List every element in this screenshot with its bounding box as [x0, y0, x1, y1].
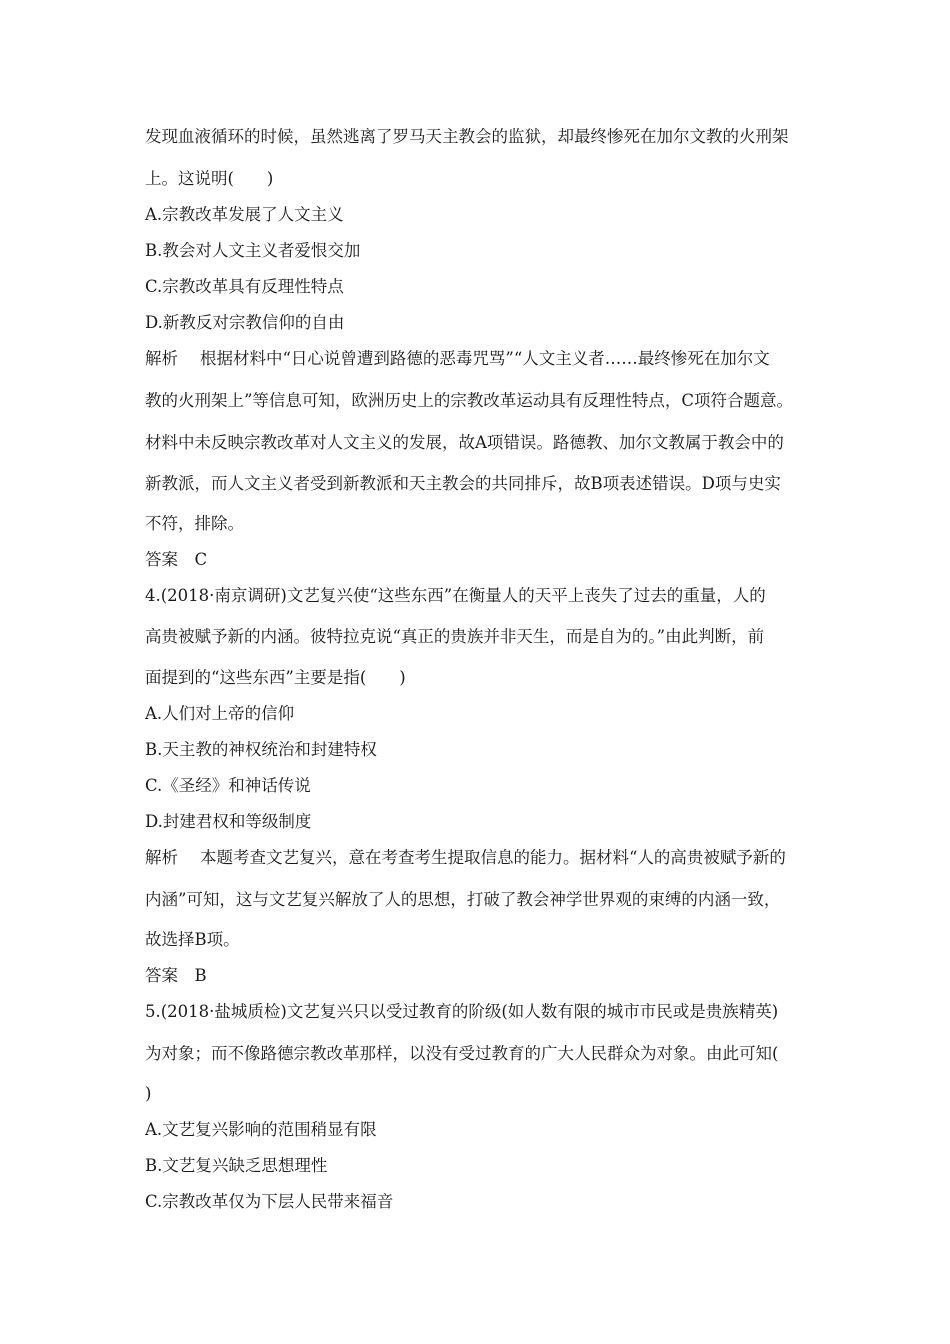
q3-analysis-line-1: [145, 347, 770, 371]
q4-analysis-line-3: 故选择B项。: [145, 930, 240, 949]
q3-option-d: D.新教反对宗教信仰的自由: [145, 313, 345, 332]
q3-stem-line-1: 发现血液循环的时候，虽然逃离了罗马天主教会的监狱，却最终惨死在加尔文教的火刑架: [145, 127, 789, 146]
q4-answer: 答案 B: [145, 966, 207, 985]
q5-stem-line-3: ): [145, 1084, 152, 1103]
q3-stem-line-2: 上。这说明( ): [145, 169, 274, 188]
q4-stem-line-2: 高贵被赋予新的内涵。彼特拉克说“真正的贵族并非天生，而是自为的。”由此判断，前: [145, 627, 765, 646]
q4-option-b: B.天主教的神权统治和封建特权: [145, 740, 377, 759]
q4-option-c: C.《圣经》和神话传说: [145, 776, 311, 795]
q4-option-d: D.封建君权和等级制度: [145, 812, 312, 831]
q4-option-a: A.人们对上帝的信仰: [145, 704, 295, 723]
q3-option-b: B.教会对人文主义者爱恨交加: [145, 241, 361, 260]
q3-answer: 答案 C: [145, 550, 208, 569]
q5-stem-line-1: 5.(2018·盐城质检)文艺复兴只以受过教育的阶级(如人数有限的城市市民或是贵族精英): [145, 1002, 779, 1021]
q4-analysis-text-1: 本题考查文艺复兴，意在考查考生提取信息的能力。据材料“人的高贵被赋予新的: [200, 848, 786, 867]
q3-analysis-line-3: 材料中未反映宗教改革对人文主义的发展，故A项错误。路德教、加尔文教属于教会中的: [145, 433, 784, 452]
q3-option-a: A.宗教改革发展了人文主义: [145, 205, 344, 224]
q3-analysis-line-4: 新教派，而人文主义者受到新教派和天主教会的共同排斥，故B项表述错误。D项与史实: [145, 474, 781, 493]
q4-stem-line-3: 面提到的“这些东西”主要是指( ): [145, 668, 406, 687]
q3-option-c: C.宗教改革具有反理性特点: [145, 277, 344, 296]
q5-option-a: A.文艺复兴影响的范围稍显有限: [145, 1120, 377, 1139]
q3-analysis-line-2: 教的火刑架上”等信息可知，欧洲历史上的宗教改革运动具有反理性特点，C项符合题意。: [145, 391, 794, 410]
q5-option-b: B.文艺复兴缺乏思想理性: [145, 1156, 328, 1175]
q3-analysis-tag: 解析: [145, 349, 178, 368]
q4-analysis-tag: 解析: [145, 848, 178, 867]
q4-stem-line-1: 4.(2018·南京调研)文艺复兴使“这些东西”在衡量人的天平上丧失了过去的重量，人的: [145, 586, 766, 605]
q3-analysis-text-1: 根据材料中“日心说曾遭到路德的恶毒咒骂”“人文主义者……最终惨死在加尔文: [200, 349, 770, 368]
q4-analysis-line-1: [145, 846, 786, 870]
q5-stem-line-2: 为对象；而不像路德宗教改革那样，以没有受过教育的广大人民群众为对象。由此可知(: [145, 1044, 779, 1063]
q4-analysis-line-2: 内涵”可知，这与文艺复兴解放了人的思想，打破了教会神学世界观的束缚的内涵一致，: [145, 890, 781, 909]
q5-option-c: C.宗教改革仅为下层人民带来福音: [145, 1192, 394, 1211]
q3-analysis-line-5: 不符，排除。: [145, 514, 244, 533]
